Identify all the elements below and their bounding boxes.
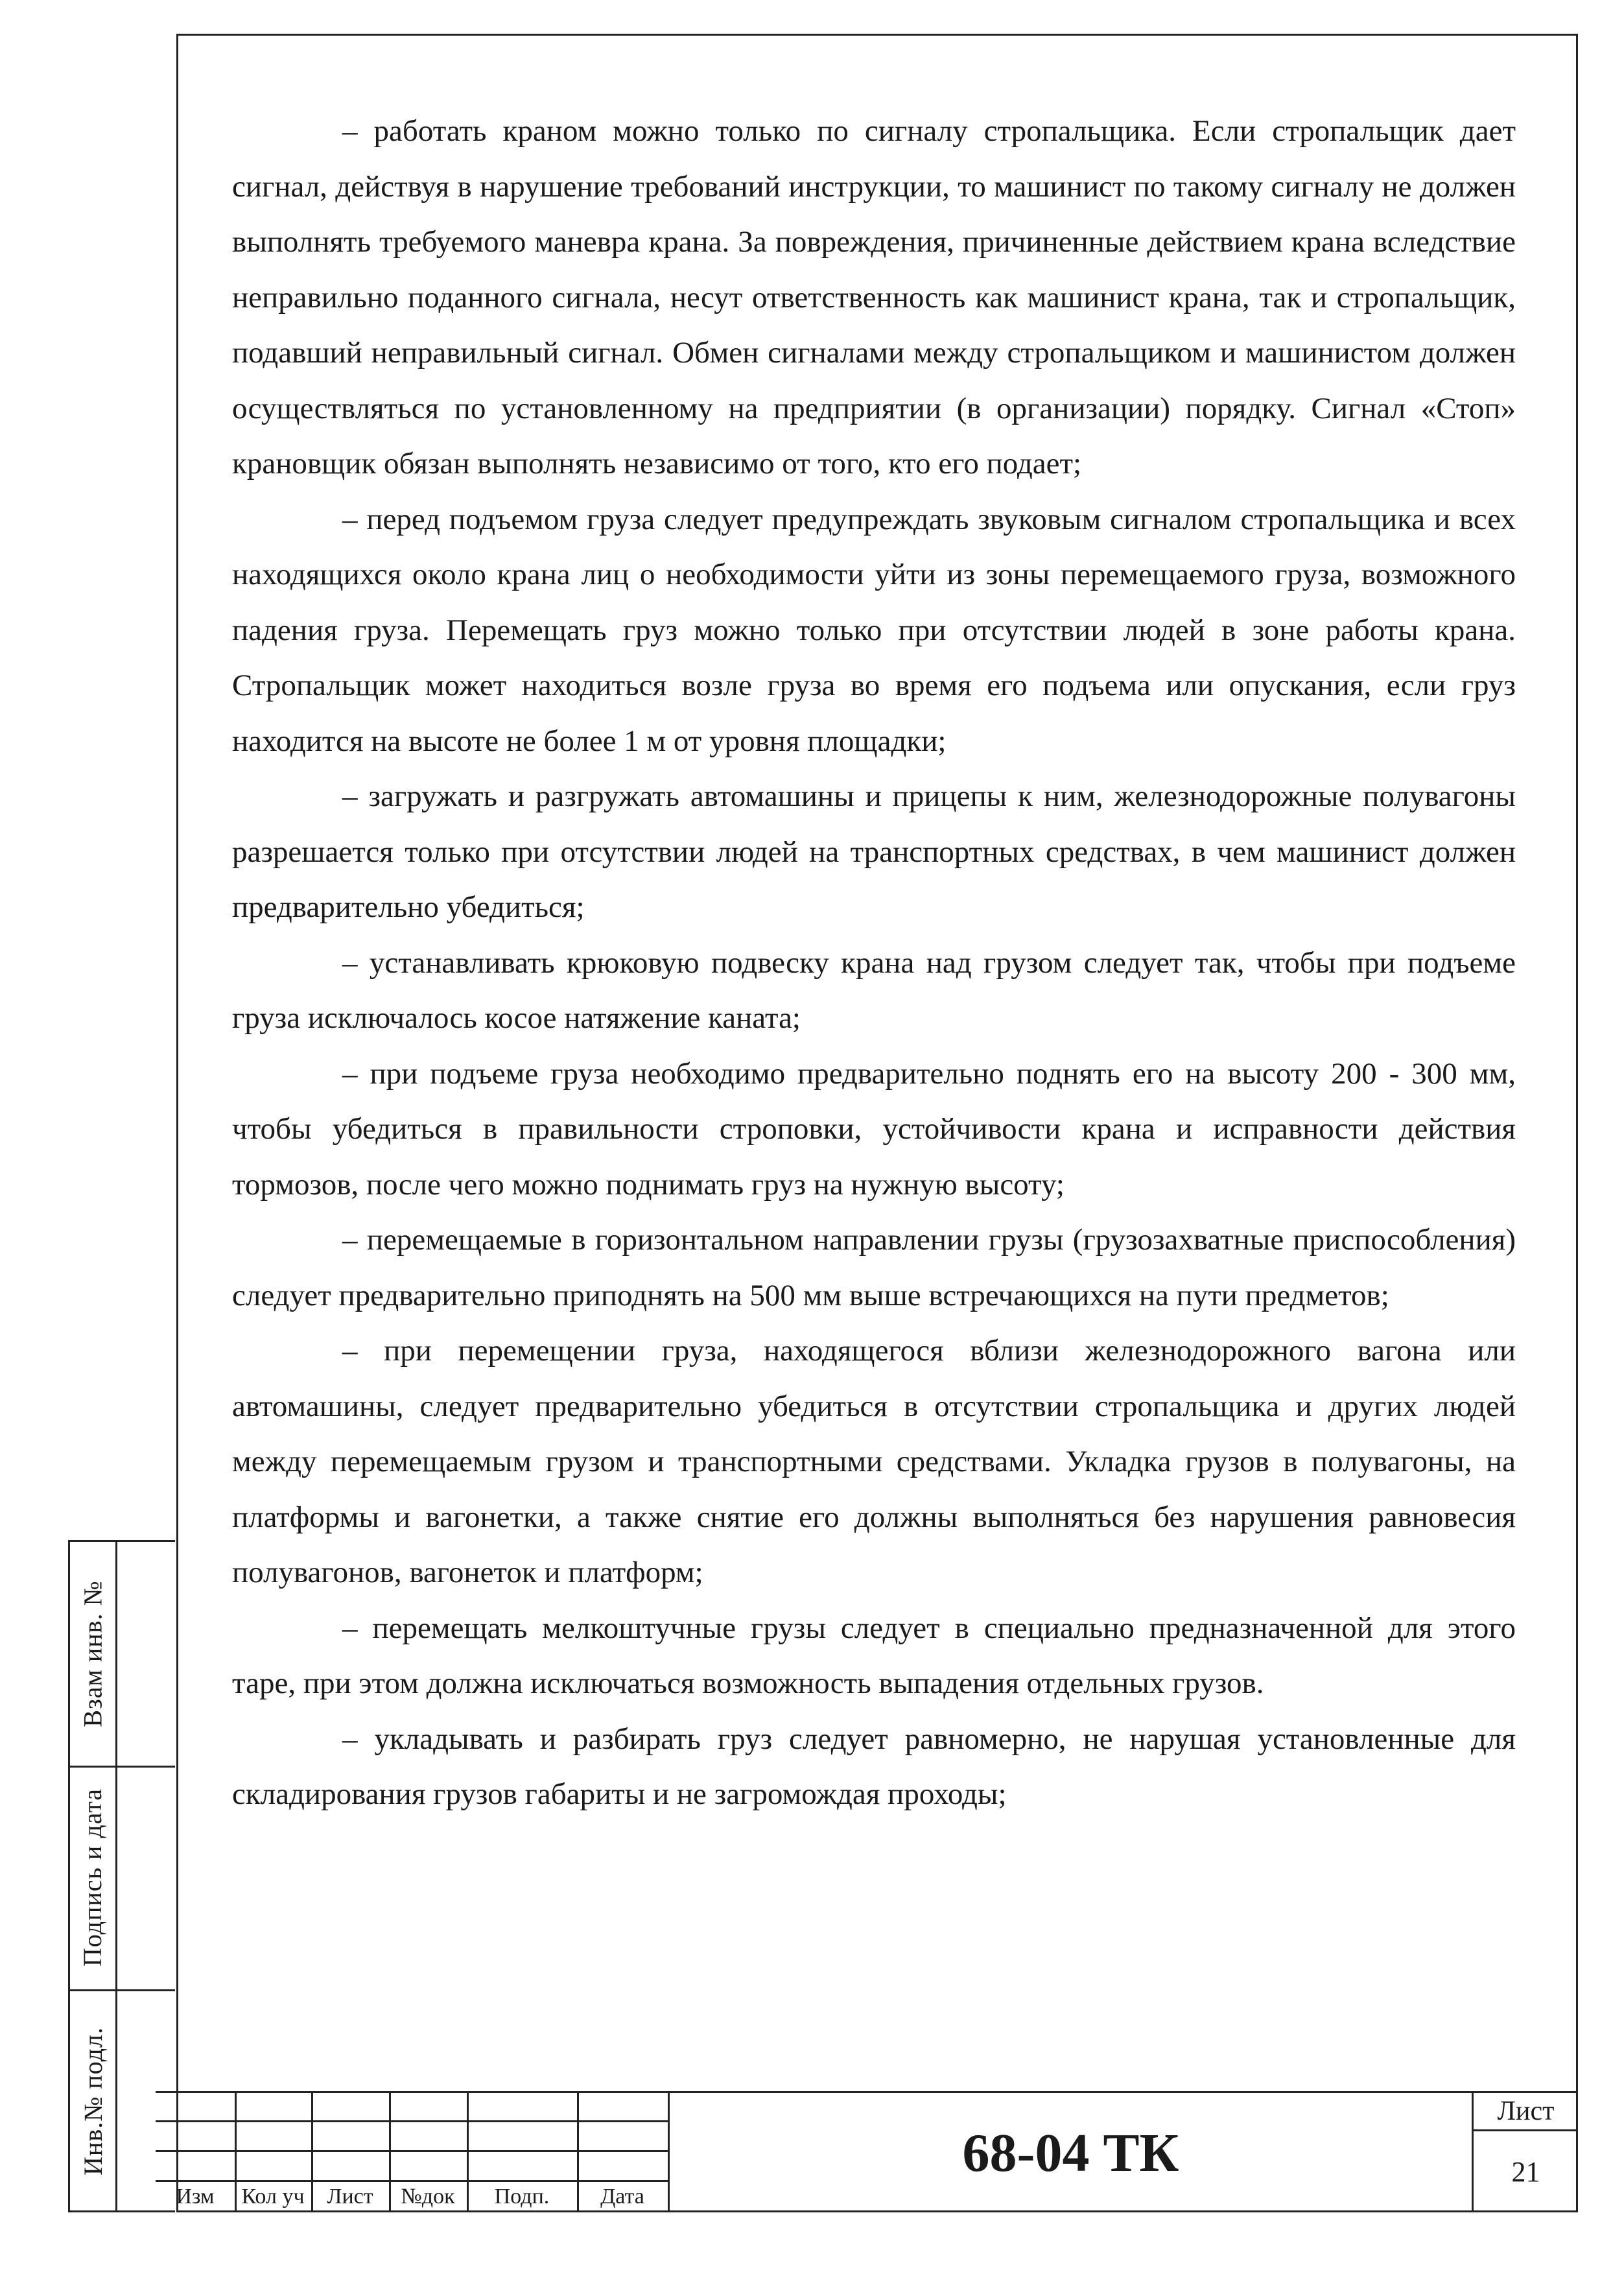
sheet-label: Лист (1474, 2093, 1578, 2131)
column-header-signature: Подп. (494, 2184, 550, 2208)
column-header-sheet: Лист (327, 2184, 373, 2208)
title-block (156, 2091, 1578, 2212)
column-header-change: Изм (176, 2184, 215, 2208)
sheet-number: 21 (1511, 2156, 1540, 2188)
document-code: 68-04 ТК (668, 2093, 1472, 2212)
column-header-date: Дата (600, 2184, 644, 2208)
paragraph: – работать краном можно только по сигналу стропальщика. Если стропальщик дает сигнал, действуя в нарушение требований инструкции, то машинист по такому сигналу не должен выполнять требуемого маневра крана. За повреждения, причиненные действием крана вследствие неправильно поданного сигнала, несут ответственность как машинист крана, так и стропальщик, подавший неправильный сигнал. Обмен сигналами между стропальщиком и машинистом должен осуществляться по установленному на предприятии (в организации) порядку. Сигнал «Стоп» крановщик обязан выполнять независимо от того, кто его подает; (232, 114, 1516, 480)
paragraph: – укладывать и разбирать груз следует равномерно, не нарушая установленные для складирования грузов габариты и не загромождая проходы; (232, 1722, 1516, 1811)
column-header-count: Кол уч (241, 2184, 305, 2208)
strip-label-original-inv: Инв.№ подл. (78, 2026, 108, 2175)
paragraph: – перемещать мелкоштучные грузы следует в специально предназначенной для этого таре, при этом должна исключаться возможность выпадения отдельных грузов. (232, 1611, 1516, 1700)
paragraph: – перед подъемом груза следует предупреждать звуковым сигналом стропальщика и всех находящихся около крана лиц о необходимости уйти из зоны перемещаемого груза, возможного падения груза. Перемещать груз можно только при отсутствии людей в зоне работы крана. Стропальщик может находиться возле груза во время его подъема или опускания, если груз находится на высоте не более 1 м от уровня площадки; (232, 502, 1516, 758)
strip-label-signature-date: Подпись и дата (78, 1788, 108, 1967)
paragraph: – при подъеме груза необходимо предварительно поднять его на высоту 200 - 300 мм, чтобы убедиться в правильности строповки, устойчивости крана и исправности действия тормозов, после чего можно поднимать груз на нужную высоту; (232, 1056, 1516, 1202)
strip-cell-signature-date (70, 1766, 115, 1989)
paragraph: – при перемещении груза, находящегося вблизи железнодорожного вагона или автомашины, следует предварительно убедиться в отсутствии стропальщика и других людей между перемещаемым грузом и транспортными средствами. Укладка грузов в полувагоны, на платформы и вагонетки, а также снятие его должны выполняться без нарушения равновесия полувагонов, вагонеток и платформ; (232, 1334, 1516, 1589)
paragraph: – перемещаемые в горизонтальном направлении грузы (грузозахватные приспособления) следует предварительно приподнять на 500 мм выше встречающихся на пути предметов; (232, 1223, 1516, 1312)
strip-cell-replace-inv (70, 1542, 115, 1766)
table-line (156, 2120, 668, 2122)
strip-cell-original-inv (70, 1989, 115, 2212)
document-body (232, 104, 1516, 1823)
paragraph: – устанавливать крюковую подвеску крана над грузом следует так, чтобы при подъеме груза исключалось косое натяжение каната; (232, 945, 1516, 1035)
strip-label-replace-inv: Взам инв. № (78, 1580, 108, 1727)
strip-divider (115, 1542, 117, 2210)
paragraph: – загружать и разгружать автомашины и прицепы к ним, железнодорожные полувагоны разрешается только при отсутствии людей на транспортных средствах, в чем машинист должен предварительно убедиться; (232, 779, 1516, 924)
column-header-doc-number: №док (401, 2184, 455, 2208)
table-line (156, 2150, 668, 2152)
sheet-box (1472, 2093, 1578, 2212)
revision-table (156, 2093, 668, 2212)
